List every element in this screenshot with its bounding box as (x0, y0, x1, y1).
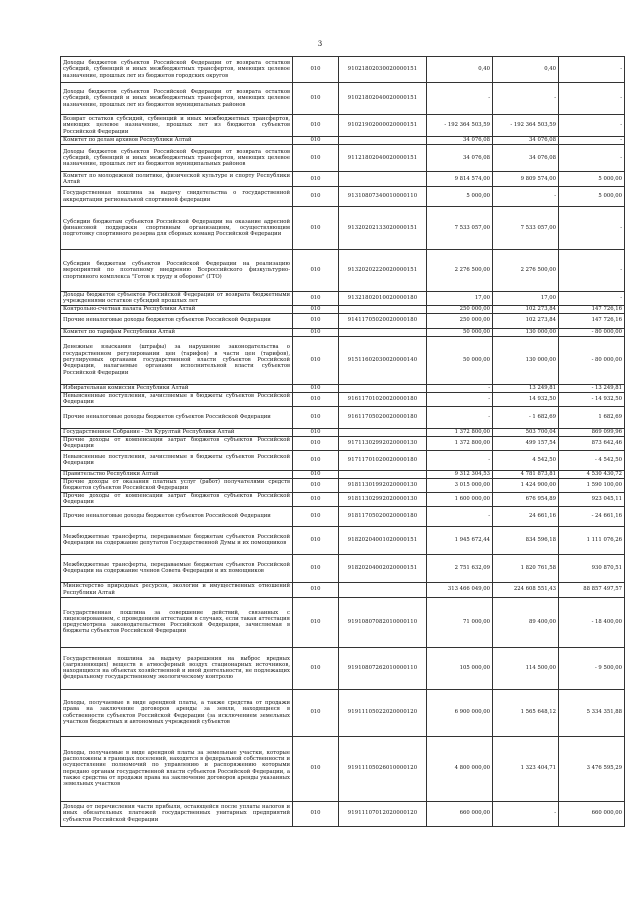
row-line-code: 010 (293, 137, 339, 145)
row-budget-code: 91320202133020000151 (339, 207, 427, 250)
row-actual-value: 1 820 761,58 (493, 554, 559, 582)
row-budget-code: 91021802040020000151 (339, 83, 427, 115)
row-budget-code (339, 384, 427, 392)
row-actual-value: 114 500,00 (493, 647, 559, 689)
row-actual-value: 102 273,84 (493, 305, 559, 313)
row-plan-value: 250 000,00 (427, 313, 493, 328)
row-name: Прочие доходы от компенсации затрат бюджетов субъектов Российской Федерации (61, 436, 293, 450)
table-row (61, 145, 625, 172)
row-actual-value: 834 596,18 (493, 526, 559, 554)
row-plan-value: - (427, 83, 493, 115)
row-remaining-value: - 24 661,16 (559, 506, 625, 526)
row-plan-value: 6 900 000,00 (427, 689, 493, 736)
table-row (61, 336, 625, 384)
row-line-code: 010 (293, 187, 339, 207)
row-line-code: 010 (293, 115, 339, 137)
row-name: Доходы, получаемые в виде арендной платы за земельные участки, которые расположены в границах поселений, находятся в федеральной собственности и осуществление полномочий по управлению и распоряжению которыми передано органам государственной власти субъектов Российской Федерации, а также средства от продажи права на заключение договоров аренды указанных земельных участков (61, 736, 293, 801)
row-line-code: 010 (293, 250, 339, 292)
row-line-code: 010 (293, 406, 339, 428)
revenue-table (60, 56, 625, 827)
table-row (61, 450, 625, 470)
row-remaining-value: 930 870,51 (559, 554, 625, 582)
row-remaining-value: 1 590 100,00 (559, 478, 625, 492)
table-row (61, 436, 625, 450)
row-name: Межбюджетные трансферты, передаваемые бюджетам субъектов Российской Федерации на содержание депутатов Государственной Думы и их помощников (61, 526, 293, 554)
row-remaining-value: 1 682,69 (559, 406, 625, 428)
row-actual-value: 13 249,81 (493, 384, 559, 392)
row-name: Доходы бюджетов субъектов Российской Федерации от возврата остатков субсидий, субвенций и иных межбюджетных трансфертов, имеющих целевое назначение, прошлых лет из бюджетов городских округов (61, 57, 293, 83)
row-plan-value: 0,40 (427, 57, 493, 83)
row-name: Министерство природных ресурсов, экологии и имущественных отношений Республики Алтай (61, 582, 293, 597)
row-budget-code: 91911105022020000120 (339, 689, 427, 736)
row-actual-value: 499 157,54 (493, 436, 559, 450)
row-remaining-value: 660 000,00 (559, 801, 625, 826)
row-actual-value: 9 809 574,00 (493, 172, 559, 187)
row-budget-code: 91121802040020000151 (339, 145, 427, 172)
row-line-code: 010 (293, 384, 339, 392)
row-budget-code: 91411705020020000180 (339, 313, 427, 328)
table-row (61, 292, 625, 306)
row-plan-value: - (427, 450, 493, 470)
row-actual-value: - 1 682,69 (493, 406, 559, 428)
row-remaining-value: - (559, 115, 625, 137)
row-budget-code (339, 428, 427, 436)
row-actual-value: - (493, 187, 559, 207)
table-row (61, 582, 625, 597)
row-line-code: 010 (293, 492, 339, 506)
row-name: Прочие неналоговые доходы бюджетов субъектов Российской Федерации (61, 313, 293, 328)
row-budget-code: 91911105026010000120 (339, 736, 427, 801)
table-row (61, 187, 625, 207)
row-actual-value: 676 954,89 (493, 492, 559, 506)
table-row (61, 250, 625, 292)
row-plan-value: - (427, 506, 493, 526)
row-line-code: 010 (293, 736, 339, 801)
row-budget-code: 91910807262010000110 (339, 647, 427, 689)
row-actual-value: 4 542,50 (493, 450, 559, 470)
row-budget-code: 91711302992020000130 (339, 436, 427, 450)
table-row (61, 801, 625, 826)
row-line-code: 010 (293, 207, 339, 250)
row-plan-value: 71 000,00 (427, 597, 493, 647)
row-budget-code: 91321802010020000180 (339, 292, 427, 306)
row-name: Межбюджетные трансферты, передаваемые бюджетам субъектов Российской Федерации на содержание членов Совета Федерации и их помощников (61, 554, 293, 582)
row-budget-code (339, 305, 427, 313)
row-plan-value: 50 000,00 (427, 336, 493, 384)
row-line-code: 010 (293, 470, 339, 478)
row-budget-code: 91820204001020000151 (339, 526, 427, 554)
row-plan-value: 2 751 632,09 (427, 554, 493, 582)
row-plan-value: 34 076,08 (427, 137, 493, 145)
row-actual-value: 34 076,08 (493, 145, 559, 172)
row-budget-code: 91711701020020000180 (339, 450, 427, 470)
row-plan-value: 313 466 049,00 (427, 582, 493, 597)
row-name: Прочие неналоговые доходы бюджетов субъектов Российской Федерации (61, 406, 293, 428)
row-line-code: 010 (293, 647, 339, 689)
row-name: Доходы бюджетов субъектов Российской Федерации от возврата бюджетными учреждениями остатков субсидий прошлых лет (61, 292, 293, 306)
row-line-code: 010 (293, 83, 339, 115)
table-row (61, 392, 625, 406)
row-name: Контрольно-счетная палата Республики Алтай (61, 305, 293, 313)
row-line-code: 010 (293, 392, 339, 406)
table-row (61, 83, 625, 115)
row-line-code: 010 (293, 597, 339, 647)
row-remaining-value: - 4 542,50 (559, 450, 625, 470)
row-actual-value: 89 400,00 (493, 597, 559, 647)
row-line-code: 010 (293, 526, 339, 554)
row-line-code: 010 (293, 428, 339, 436)
row-budget-code: 91911107012020000120 (339, 801, 427, 826)
row-actual-value: 4 781 873,81 (493, 470, 559, 478)
row-remaining-value: - 13 249,81 (559, 384, 625, 392)
row-remaining-value: 3 476 595,29 (559, 736, 625, 801)
table-row (61, 526, 625, 554)
row-line-code: 010 (293, 172, 339, 187)
row-plan-value: 4 800 000,00 (427, 736, 493, 801)
row-line-code: 010 (293, 313, 339, 328)
row-remaining-value: 147 726,16 (559, 305, 625, 313)
row-name: Прочие доходы от компенсации затрат бюджетов субъектов Российской Федерации (61, 492, 293, 506)
row-remaining-value: - 80 000,00 (559, 336, 625, 384)
row-plan-value: 660 000,00 (427, 801, 493, 826)
row-name: Невыясненные поступления, зачисляемые в бюджеты субъектов Российской Федерации (61, 392, 293, 406)
row-name: Прочие доходы от оказания платных услуг (работ) получателями средств бюджетов субъектов Российской Федерации (61, 478, 293, 492)
row-plan-value: 34 076,08 (427, 145, 493, 172)
row-budget-code (339, 328, 427, 336)
row-remaining-value: 5 000,00 (559, 187, 625, 207)
row-line-code: 010 (293, 336, 339, 384)
row-remaining-value: 147 726,16 (559, 313, 625, 328)
row-plan-value: 17,00 (427, 292, 493, 306)
row-line-code: 010 (293, 57, 339, 83)
row-remaining-value: - 18 400,00 (559, 597, 625, 647)
row-name: Комитет по делам архивов Республики Алтай (61, 137, 293, 145)
row-remaining-value: - (559, 207, 625, 250)
table-row (61, 137, 625, 145)
table-row (61, 478, 625, 492)
row-remaining-value: - (559, 57, 625, 83)
row-plan-value: 250 000,00 (427, 305, 493, 313)
row-remaining-value: 5 000,00 (559, 172, 625, 187)
row-budget-code: 91021902000020000151 (339, 115, 427, 137)
row-remaining-value: 1 111 076,26 (559, 526, 625, 554)
row-remaining-value: - (559, 145, 625, 172)
row-actual-value: 24 661,16 (493, 506, 559, 526)
row-remaining-value: - (559, 83, 625, 115)
table-row (61, 313, 625, 328)
row-name: Невыясненные поступления, зачисляемые в бюджеты субъектов Российской Федерации (61, 450, 293, 470)
row-actual-value: - 192 364 503,59 (493, 115, 559, 137)
row-budget-code: 91811705020020000180 (339, 506, 427, 526)
row-budget-code (339, 137, 427, 145)
row-name: Доходы от перечисления части прибыли, остающейся после уплаты налогов и иных обязательных платежей государственных унитарных предприятий субъектов Российской Федерации (61, 801, 293, 826)
row-name: Доходы, получаемые в виде арендной платы, а также средства от продажи права на заключение договоров аренды за земли, находящиеся в собственности субъектов Российской Федерации (за исключением земельных участков бюджетных и автономных учреждений субъектов (61, 689, 293, 736)
row-budget-code: 91611705020020000180 (339, 406, 427, 428)
row-actual-value: - (493, 83, 559, 115)
row-plan-value: - (427, 384, 493, 392)
row-line-code: 010 (293, 305, 339, 313)
row-remaining-value: 869 099,96 (559, 428, 625, 436)
table-row (61, 172, 625, 187)
row-name: Доходы бюджетов субъектов Российской Федерации от возврата остатков субсидий, субвенций и иных межбюджетных трансфертов, имеющих целевое назначение, прошлых лет из бюджетов муниципальных районов (61, 83, 293, 115)
row-budget-code (339, 470, 427, 478)
row-budget-code: 91310807340010000110 (339, 187, 427, 207)
row-actual-value: 0,40 (493, 57, 559, 83)
row-remaining-value: 5 334 351,88 (559, 689, 625, 736)
row-remaining-value: 923 045,11 (559, 492, 625, 506)
row-line-code: 010 (293, 328, 339, 336)
row-budget-code: 91511602030020000140 (339, 336, 427, 384)
row-line-code: 010 (293, 292, 339, 306)
row-line-code: 010 (293, 582, 339, 597)
row-remaining-value: - 14 932,50 (559, 392, 625, 406)
row-line-code: 010 (293, 436, 339, 450)
row-actual-value: 1 565 648,12 (493, 689, 559, 736)
row-name: Субсидии бюджетам субъектов Российской Федерации на оказание адресной финансовой поддержки спортивным организациям, осуществляющим подготовку спортивного резерва для сборных команд Российской Федерации (61, 207, 293, 250)
table-body (61, 57, 625, 827)
row-actual-value: 1 323 404,71 (493, 736, 559, 801)
row-actual-value: 34 076,08 (493, 137, 559, 145)
row-plan-value: 1 372 800,00 (427, 436, 493, 450)
row-name: Возврат остатков субсидий, субвенций и иных межбюджетных трансфертов, имеющих целевое назначение, прошлых лет из бюджетов субъектов Российской Федерации (61, 115, 293, 137)
row-name: Правительство Республики Алтай (61, 470, 293, 478)
row-budget-code: 91811301992020000130 (339, 478, 427, 492)
row-actual-value: - (493, 801, 559, 826)
row-budget-code (339, 582, 427, 597)
row-name: Прочие неналоговые доходы бюджетов субъектов Российской Федерации (61, 506, 293, 526)
table-row (61, 492, 625, 506)
row-name: Денежные взыскания (штрафы) за нарушение законодательства о государственном регулировании цен (тарифов) в части цен (тарифов), регулируемых органами государственной власти субъектов Российской Федерации, налагаемые органами исполнительной власти субъектов Российской Федерации (61, 336, 293, 384)
row-line-code: 010 (293, 478, 339, 492)
table-row (61, 736, 625, 801)
row-actual-value: 224 608 551,43 (493, 582, 559, 597)
table-row (61, 647, 625, 689)
row-name: Государственная пошлина за выдачу свидетельства о государственной аккредитации региональной спортивной федерации (61, 187, 293, 207)
table-row (61, 506, 625, 526)
row-plan-value: 1 372 800,00 (427, 428, 493, 436)
table-row (61, 554, 625, 582)
table-row (61, 597, 625, 647)
table-row (61, 428, 625, 436)
row-remaining-value: - (559, 292, 625, 306)
row-name: Комитет по тарифам Республики Алтай (61, 328, 293, 336)
row-actual-value: 503 700,04 (493, 428, 559, 436)
row-actual-value: 7 533 057,00 (493, 207, 559, 250)
row-name: Государственное Собрание - Эл Курултай Республики Алтай (61, 428, 293, 436)
row-actual-value: 14 932,50 (493, 392, 559, 406)
row-name: Субсидии бюджетам субъектов Российской Федерации на реализацию мероприятий по поэтапному внедрению Всероссийского физкультурно-спортивного комплекса "Готов к труду и обороне" (ГТО) (61, 250, 293, 292)
row-actual-value: 130 000,00 (493, 336, 559, 384)
row-plan-value: 7 533 057,00 (427, 207, 493, 250)
row-actual-value: 102 273,84 (493, 313, 559, 328)
table-row (61, 384, 625, 392)
row-actual-value: 1 424 900,00 (493, 478, 559, 492)
row-plan-value: 9 312 304,53 (427, 470, 493, 478)
row-remaining-value: - (559, 250, 625, 292)
page-number: 3 (317, 40, 323, 48)
row-plan-value: 50 000,00 (427, 328, 493, 336)
table-row (61, 207, 625, 250)
row-remaining-value: 873 642,46 (559, 436, 625, 450)
row-remaining-value: - 9 500,00 (559, 647, 625, 689)
row-plan-value: 105 000,00 (427, 647, 493, 689)
row-remaining-value: - (559, 137, 625, 145)
row-budget-code: 91811302992020000130 (339, 492, 427, 506)
table-row (61, 470, 625, 478)
row-plan-value: - (427, 406, 493, 428)
table-row (61, 406, 625, 428)
row-remaining-value: - 80 000,00 (559, 328, 625, 336)
row-budget-code: 91320202220020000151 (339, 250, 427, 292)
table-row (61, 689, 625, 736)
row-budget-code: 91611701020020000180 (339, 392, 427, 406)
row-budget-code (339, 172, 427, 187)
row-remaining-value: 88 857 497,57 (559, 582, 625, 597)
row-plan-value: 9 814 574,00 (427, 172, 493, 187)
row-budget-code: 91910807082010000110 (339, 597, 427, 647)
row-name: Комитет по молодежной политике, физической культуре и спорту Республики Алтай (61, 172, 293, 187)
row-budget-code: 91820204002020000151 (339, 554, 427, 582)
row-plan-value: - (427, 392, 493, 406)
row-plan-value: 5 000,00 (427, 187, 493, 207)
row-actual-value: 130 000,00 (493, 328, 559, 336)
row-plan-value: 1 600 000,00 (427, 492, 493, 506)
row-name: Избирательная комиссия Республики Алтай (61, 384, 293, 392)
row-line-code: 010 (293, 506, 339, 526)
row-name: Государственная пошлина за выдачу разрешения на выброс вредных (загрязняющих) веществ в атмосферный воздух стационарных источников, находящихся на объектах хозяйственной и иной деятельности, не подлежащих федеральному государственному экологическому контролю (61, 647, 293, 689)
row-plan-value: 2 276 500,00 (427, 250, 493, 292)
row-line-code: 010 (293, 450, 339, 470)
row-plan-value: 3 015 000,00 (427, 478, 493, 492)
row-actual-value: 2 276 500,00 (493, 250, 559, 292)
table-row (61, 57, 625, 83)
row-plan-value: 1 945 672,44 (427, 526, 493, 554)
table-row (61, 328, 625, 336)
row-name: Доходы бюджетов субъектов Российской Федерации от возврата остатков субсидий, субвенций и иных межбюджетных трансфертов, имеющих целевое назначение, прошлых лет из бюджетов муниципальных районов (61, 145, 293, 172)
row-remaining-value: 4 530 430,72 (559, 470, 625, 478)
row-name: Государственная пошлина за совершение действий, связанных с лицензированием, с проведением аттестации в случаях, если такая аттестация предусмотрена законодательством Российской Федерации, зачисляемая в бюджеты субъектов Российской Федерации (61, 597, 293, 647)
row-line-code: 010 (293, 801, 339, 826)
table-row (61, 115, 625, 137)
row-actual-value: 17,00 (493, 292, 559, 306)
table-row (61, 305, 625, 313)
row-line-code: 010 (293, 689, 339, 736)
row-plan-value: - 192 364 503,59 (427, 115, 493, 137)
row-budget-code: 91021802030020000151 (339, 57, 427, 83)
row-line-code: 010 (293, 145, 339, 172)
row-line-code: 010 (293, 554, 339, 582)
